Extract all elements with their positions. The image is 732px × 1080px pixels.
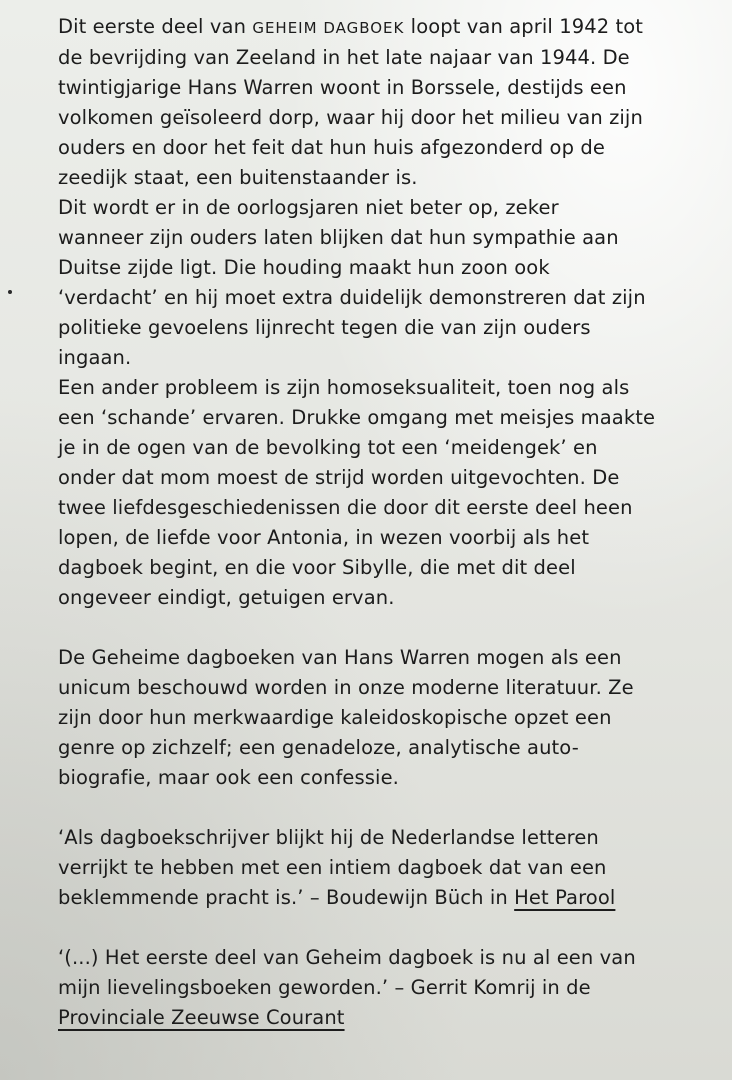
text-line: De Geheime dagboeken van Hans Warren mogen als een: [58, 646, 622, 669]
text-line: een ‘schande’ ervaren. Drukke omgang met meisjes maakte: [58, 406, 656, 429]
text-line: ‘verdacht’ en hij moet extra duidelijk demonstreren dat zijn: [58, 286, 646, 309]
summary-paragraph-2: [58, 193, 718, 373]
text-line: ouders en door het feit dat hun huis afgezonderd op de: [58, 136, 605, 159]
text-line: ‘Als dagboekschrijver blijkt hij de Nederlandse letteren: [58, 826, 599, 849]
paragraph-gap: [58, 793, 718, 823]
text-line: zijn door hun merkwaardige kaleidoskopische opzet een: [58, 706, 612, 729]
book-title-small-caps: GEHEIM DAGBOEK: [252, 19, 405, 37]
summary-paragraph-4: [58, 643, 718, 793]
text-line: Dit eerste deel van GEHEIM DAGBOEK loopt van april 1942 tot: [58, 15, 644, 38]
text-line: [58, 1003, 718, 1033]
paragraph-gap: [58, 613, 718, 643]
text-line: Een ander probleem is zijn homoseksualiteit, toen nog als: [58, 376, 630, 399]
text-line: wanneer zijn ouders laten blijken dat hun sympathie aan: [58, 226, 619, 249]
text-line: lopen, de liefde voor Antonia, in wezen voorbij als het: [58, 526, 590, 549]
text-line: ingaan.: [58, 346, 132, 369]
review-quote-buch: [58, 823, 718, 913]
paragraph-gap: [58, 913, 718, 943]
source-het-parool: Het Parool: [514, 886, 616, 909]
text-line: de bevrijding van Zeeland in het late najaar van 1944. De: [58, 46, 630, 69]
source-provinciale-zeeuwse-courant: Provinciale Zeeuwse Courant: [58, 1006, 345, 1029]
text-line: volkomen geïsoleerd dorp, waar hij door het milieu van zijn: [58, 106, 643, 129]
text-line: politieke gevoelens lijnrecht tegen die van zijn ouders: [58, 316, 591, 339]
text-line: beklemmende pracht is.’ – Boudewijn Büch in Het Parool: [58, 886, 616, 909]
text-line: mijn lievelingsboeken geworden.’ – Gerrit Komrij in de: [58, 976, 591, 999]
text-line: je in de ogen van de bevolking tot een ‘meidengek’ en: [58, 436, 598, 459]
summary-paragraph-3: [58, 373, 718, 613]
text-line: Duitse zijde ligt. Die houding maakt hun zoon ook: [58, 256, 550, 279]
text-line: Dit wordt er in de oorlogsjaren niet beter op, zeker: [58, 196, 559, 219]
text-line: biografie, maar ook een confessie.: [58, 766, 399, 789]
text-line: twintigjarige Hans Warren woont in Borssele, destijds een: [58, 76, 627, 99]
text-line: twee liefdesgeschiedenissen die door dit eerste deel heen: [58, 496, 633, 519]
review-quote-komrij: [58, 943, 718, 1033]
text-line: genre op zichzelf; een genadeloze, analytische auto-: [58, 736, 579, 759]
summary-paragraph-1: [58, 12, 718, 193]
text-line: ‘(...) Het eerste deel van Geheim dagboek is nu al een van: [58, 946, 636, 969]
text-line: dagboek begint, en die voor Sibylle, die met dit deel: [58, 556, 576, 579]
text-line: onder dat mom moest de strijd worden uitgevochten. De: [58, 466, 620, 489]
text-line: zeedijk staat, een buitenstaander is.: [58, 166, 418, 189]
back-cover-text: [58, 12, 718, 1033]
text-line: verrijkt te hebben met een intiem dagboek dat van een: [58, 856, 607, 879]
text-line: unicum beschouwd worden in onze moderne literatuur. Ze: [58, 676, 634, 699]
text-line: ongeveer eindigt, getuigen ervan.: [58, 586, 395, 609]
stray-dot: [8, 290, 12, 294]
